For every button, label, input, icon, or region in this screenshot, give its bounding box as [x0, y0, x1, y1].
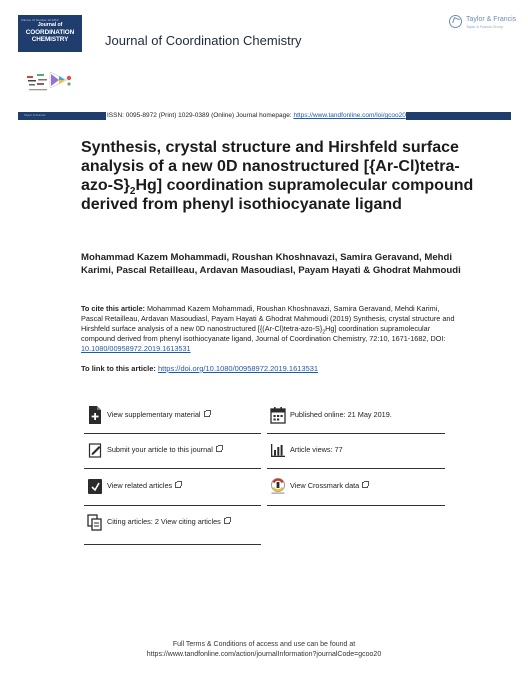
- citing-articles-button[interactable]: [84, 511, 264, 537]
- submit-label-text: Submit your article to this journal: [107, 445, 213, 454]
- citing-articles-icon: [87, 513, 103, 531]
- crossmark-icon: [270, 477, 286, 495]
- view-crossmark-button[interactable]: [267, 475, 447, 501]
- external-link-icon: [175, 482, 181, 488]
- footer-terms-link[interactable]: https://www.tandfonline.com/action/journalInformation?journalCode=gcoo20: [146, 650, 382, 658]
- cover-title-line3: CHEMISTRY: [31, 36, 69, 43]
- publisher-logo: [449, 14, 517, 36]
- crossmark-label: [290, 481, 368, 490]
- article-views-info: [267, 439, 447, 465]
- external-link-icon: [224, 518, 230, 524]
- external-link-icon: [216, 446, 222, 452]
- divider: [84, 544, 261, 545]
- article-title: [81, 138, 481, 214]
- related-label-text: View related articles: [107, 481, 173, 490]
- related-label: [107, 481, 181, 490]
- publisher-name: Taylor & Francis: [466, 16, 517, 23]
- citation-label: To cite this article:: [81, 304, 145, 313]
- citing-label: [107, 517, 230, 526]
- journal-name: Journal of Coordination Chemistry: [105, 33, 302, 48]
- footer-terms-text: Full Terms & Conditions of access and use can be found at: [172, 641, 356, 648]
- supplementary-file-icon: [87, 406, 103, 424]
- cover-issue-text: Volume 72 Number 10 2019: [21, 18, 59, 22]
- issn-text: ISSN: 0095-8972 (Print) 1029-0389 (Online) Journal homepage:: [107, 112, 294, 119]
- rule-label: Taylor & Francis: [24, 113, 46, 117]
- cover-title-line1: Journal of: [37, 22, 63, 28]
- external-link-icon: [362, 482, 368, 488]
- article-title-subscript: 2: [129, 186, 136, 198]
- article-link-line: [81, 364, 318, 374]
- divider: [84, 505, 261, 506]
- submit-pen-icon: [87, 441, 103, 459]
- divider: [84, 468, 261, 469]
- journal-cover-thumbnail: [18, 15, 82, 52]
- bar-chart-icon: [270, 441, 286, 459]
- views-label: Article views: 77: [290, 445, 343, 454]
- article-link-label: To link to this article:: [81, 364, 158, 373]
- author-list: Mohammad Kazem Mohammadi, Roushan Khoshnavazi, Samira Geravand, Mehdi Karimi, Pascal Retailleau, Ardavan Masoudiasl, Payam Hayati & Ghodrat Mahmoudi: [81, 252, 461, 276]
- view-related-articles-button[interactable]: [84, 475, 264, 501]
- calendar-icon: [270, 406, 286, 424]
- citation-text-part2: Hg] coordination supramolecular compound derived from phenyl isothiocyanate ligand, Journal of Coordination Chemistry, 72:10, 1671-1682, DOI:: [81, 324, 446, 344]
- cover-title-line2: COORDINATION: [25, 29, 75, 36]
- divider: [267, 468, 445, 469]
- journal-homepage-link[interactable]: https://www.tandfonline.com/loi/gcoo20: [293, 112, 406, 119]
- divider: [267, 505, 445, 506]
- citing-label-text: Citing articles: 2 View citing articles: [107, 517, 221, 526]
- citation-text-part1: Mohammad Kazem Mohammadi, Roushan Khoshnavazi, Samira Geravand, Mehdi Karimi, Pascal Retailleau, Ardavan Masoudiasl, Payam Hayati & Ghodrat Mahmoudi (2019) Synthesis, crystal structure and Hirshfeld surface analysis of a new 0D nanostructured [{(Ar-Cl)tetra-azo-S}: [81, 304, 455, 334]
- supplementary-label: [107, 410, 210, 419]
- publisher-logo-icon: [449, 15, 462, 28]
- article-title-part1: Synthesis, crystal structure and Hirshfeld surface analysis of a new 0D nanostructured [{Ar-Cl)tetra-azo-S}: [81, 139, 460, 194]
- article-title-part2: Hg] coordination supramolecular compound derived from phenyl isothiocyanate ligand: [81, 177, 474, 213]
- view-supplementary-material-button[interactable]: [84, 404, 264, 430]
- divider: [267, 433, 445, 434]
- published-online-info: [267, 404, 447, 430]
- supplementary-label-text: View supplementary material: [107, 410, 201, 419]
- crossmark-label-text: View Crossmark data: [290, 481, 360, 490]
- article-doi-url[interactable]: https://doi.org/10.1080/00958972.2019.1613531: [157, 364, 319, 373]
- related-articles-icon: [87, 477, 103, 495]
- graphical-abstract-image: [25, 70, 75, 96]
- doi-link[interactable]: 10.1080/00958972.2019.1613531: [81, 344, 191, 354]
- submit-article-button[interactable]: [84, 439, 264, 465]
- publisher-subtitle: Taylor & Francis Group: [466, 25, 503, 29]
- footer: [0, 640, 528, 659]
- divider: [84, 433, 261, 434]
- citation-subscript: 2: [322, 329, 326, 336]
- submit-label: [107, 445, 222, 454]
- external-link-icon: [204, 411, 210, 417]
- issn-line: [106, 112, 406, 120]
- published-label: Published online: 21 May 2019.: [290, 410, 392, 419]
- citation-block: [81, 304, 461, 354]
